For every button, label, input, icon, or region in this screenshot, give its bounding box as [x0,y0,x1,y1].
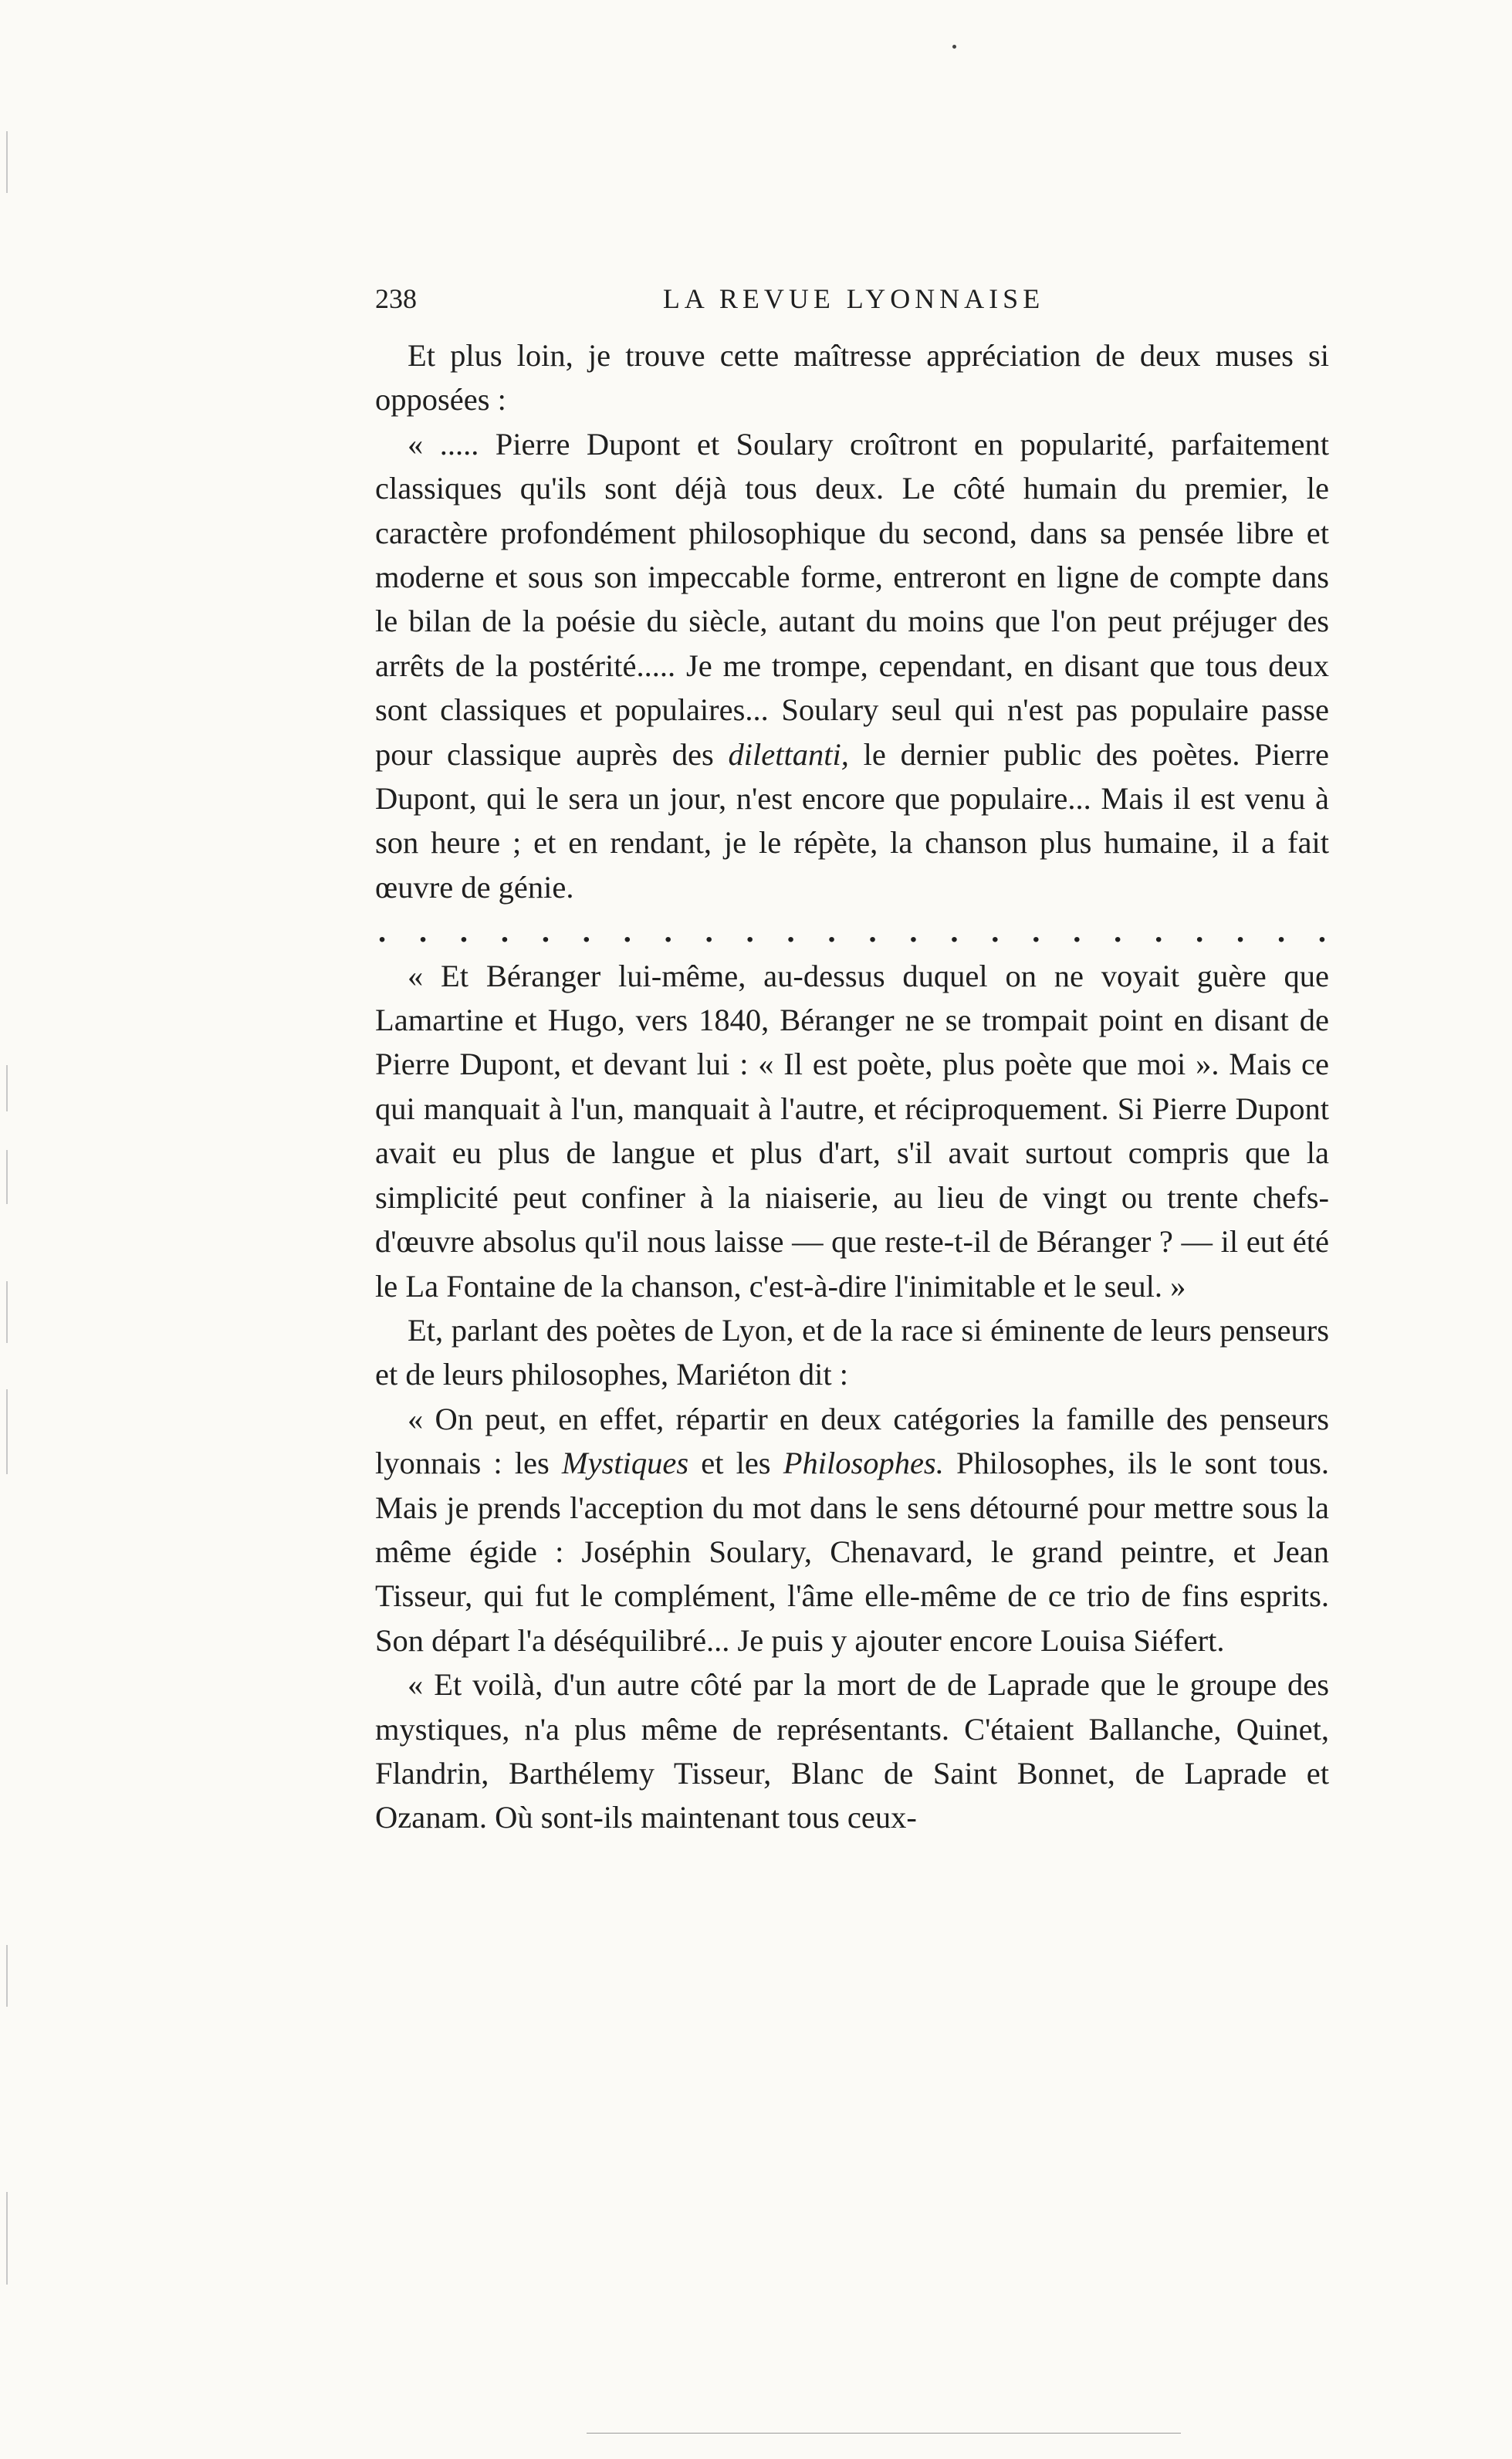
separator-dot: . [378,914,387,949]
separator-dot: . [705,914,713,949]
scan-bottom-line [587,2433,1181,2434]
separator-dot: . [827,914,836,949]
separator-dot: . [1032,914,1040,949]
separator-dot: . [459,914,468,949]
separator-dot: . [950,914,959,949]
ellipsis-separator [375,909,1329,953]
scan-edge-mark [6,1065,8,1111]
paragraph: Et, parlant des poètes de Lyon, et de la race si éminente de leurs penseurs et de leurs philosophes, Mariéton dit : [375,1312,1329,1392]
scan-edge-mark [6,1281,8,1343]
scan-speck [952,45,956,49]
separator-dot: . [1318,914,1327,949]
separator-dot: . [909,914,918,949]
italic-term: dilettanti, [728,736,849,772]
scan-edge-mark [6,1389,8,1474]
page-number: 238 [375,283,417,314]
separator-dot: . [664,914,672,949]
paragraph: « Et voilà, d'un autre côté par la mort de de Laprade que le groupe des mystiques, n'a plus même de représentants. C'étaient Ballanche, Quinet, Flandrin, Barthélemy Tisseur, Blanc de Saint Bonnet, de Laprade et Ozanam. Où sont-ils maintenant tous ceux- [375,1667,1329,1835]
paragraph: Et plus loin, je trouve cette maîtresse appréciation de deux muses si opposées : [375,338,1329,418]
separator-dot: . [868,914,877,949]
separator-dot: . [746,914,754,949]
separator-dot: . [1114,914,1122,949]
running-title: LA REVUE LYONNAISE [662,283,1045,314]
separator-dot: . [1277,914,1286,949]
paragraph: « On peut, en effet, répartir en deux catégories la famille des penseurs lyonnais : les Mystiques et les Philosophes. Philosophes, ils le sont tous. Mais je prends l'acception du mot dans le sens détourné pour mettre sous la même égide : Joséphin Soulary, Chenavard, le grand peintre, et Jean Tisseur, qui fut le complément, l'âme elle-même de ce trio de fins esprits. Son départ l'a déséquilibré... Je puis y ajouter encore Louisa Siéfert. [375,1401,1330,1658]
paragraph: « Et Béranger lui-même, au-dessus duquel on ne voyait guère que Lamartine et Hugo, vers 1840, Béranger ne se trompait point en disant de Pierre Dupont, et devant lui : « Il est poète, plus poète que moi ». Mais ce qui manquait à l'un, manquait à l'autre, et réciproquement. Si Pierre Dupont avait eu plus de langue et plus d'art, s'il avait surtout compris que la simplicité peut confiner à la niaiserie, au lieu de vingt ou trente chefs-d'œuvre absolus qu'il nous laisse — que reste-t-il de Béranger ? — il eut été le La Fontaine de la chanson, c'est-à-dire l'inimitable et le seul. » [375,958,1329,1304]
italic-term: Philosophes. [783,1446,944,1481]
scan-edge-mark [6,2192,8,2285]
separator-dot: . [991,914,1000,949]
separator-dot: . [786,914,795,949]
separator-dot: . [418,914,428,949]
scan-edge-mark [6,1945,8,2007]
separator-dot: . [1236,914,1245,949]
running-header [375,282,1332,321]
separator-dot: . [1196,914,1204,949]
body-text [375,333,1329,1840]
italic-term: Mystiques [561,1446,689,1481]
scan-edge-mark [6,131,8,193]
paragraph: « ..... Pierre Dupont et Soulary croîtront en popularité, parfaitement classiques qu'ils sont déjà tous deux. Le côté humain du premier, le caractère profondément philosophique du second, dans sa pensée libre et moderne et sous son impeccable forme, entreront en ligne de compte dans le bilan de la poésie du siècle, autant du moins que l'on peut préjuger des arrêts de la postérité..... Je me trompe, cependant, en disant que tous deux sont classiques et populaires... Soulary seul qui n'est pas populaire passe pour classique auprès des dilettanti, le dernier public des poètes. Pierre Dupont, qui le sera un jour, n'est encore que populaire... Mais il est venu à son heure ; et en rendant, je le répète, la chanson plus humaine, il a fait œuvre de génie. [375,426,1329,905]
separator-dot: . [500,914,509,949]
separator-dot: . [623,914,631,949]
separator-dot: . [1073,914,1081,949]
separator-dot: . [1155,914,1163,949]
separator-dot: . [582,914,590,949]
scan-edge-mark [6,1150,8,1204]
separator-dot: . [541,914,550,949]
